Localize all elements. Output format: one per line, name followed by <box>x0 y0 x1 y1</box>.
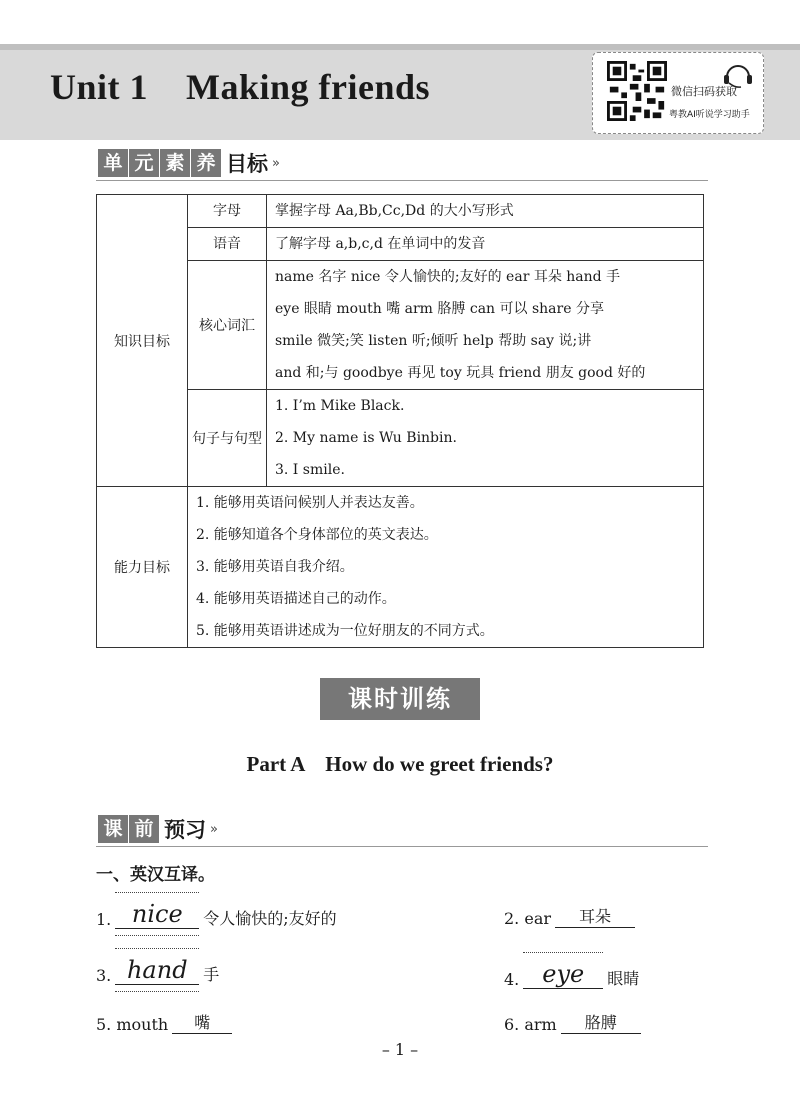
double-chevron-icon: » <box>272 155 280 171</box>
table-row <box>97 195 704 228</box>
part-title: Part A How do we greet friends? <box>246 752 554 776</box>
page-number: – 1 – <box>381 1040 419 1059</box>
section-rule <box>96 846 708 847</box>
answer-blank[interactable]: nice <box>115 900 199 929</box>
vocab-list <box>267 261 704 390</box>
question-title: 一、英汉互译。 <box>96 865 215 885</box>
sentence-line: 1. I’m Mike Black. <box>275 398 405 414</box>
ability-list <box>188 487 704 648</box>
section-heading-text: 目标 <box>226 152 268 176</box>
double-chevron-icon: » <box>210 821 218 837</box>
answer-blank[interactable]: hand <box>115 956 199 985</box>
exercise-item: 6. arm 胳膊 <box>504 1010 645 1034</box>
table-row <box>97 228 704 261</box>
tag-char: 养 <box>191 149 221 177</box>
ability-line: 5. 能够用英语讲述成为一位好朋友的不同方式。 <box>196 623 494 639</box>
section-rule <box>96 180 708 181</box>
table-row <box>97 261 704 390</box>
answer-blank[interactable]: 胳膊 <box>561 1010 641 1034</box>
sentence-line: 3. I smile. <box>275 462 345 478</box>
unit-title: Unit 1 Making friends <box>50 67 431 107</box>
answer-blank[interactable]: 耳朵 <box>555 904 635 928</box>
row-label: 语音 <box>188 228 267 261</box>
table-row <box>97 487 704 648</box>
section-heading-goals <box>98 148 280 178</box>
row-label: 核心词汇 <box>188 261 267 390</box>
tag-char: 前 <box>129 815 159 843</box>
goals-table <box>96 194 704 648</box>
tag-char: 单 <box>98 149 128 177</box>
header-banner-edge <box>0 44 800 50</box>
table-row <box>97 390 704 487</box>
knowledge-goal-label: 知识目标 <box>97 195 188 487</box>
row-content: 了解字母 a,b,c,d 在单词中的发音 <box>267 228 704 261</box>
training-label: 课时训练 <box>320 678 480 720</box>
exercise-item: 2. ear 耳朵 <box>504 904 639 928</box>
sentence-line: 2. My name is Wu Binbin. <box>275 430 457 446</box>
vocab-line: and 和;与 goodbye 再见 toy 玩具 friend 朋友 good 好的 <box>275 365 646 381</box>
qr-subcaption: 粤教AI听说学习助手 <box>669 110 750 120</box>
vocab-line: name 名字 nice 令人愉快的;友好的 ear 耳朵 hand 手 <box>275 269 621 285</box>
row-label: 句子与句型 <box>188 390 267 487</box>
row-content: 掌握字母 Aa,Bb,Cc,Dd 的大小写形式 <box>267 195 704 228</box>
section-heading-preview <box>98 814 218 844</box>
tag-char: 素 <box>160 149 190 177</box>
qr-code-box[interactable] <box>592 52 764 134</box>
vocab-line: eye 眼睛 mouth 嘴 arm 胳膊 can 可以 share 分享 <box>275 301 604 317</box>
exercise-item: 1. nice 令人愉快的;友好的 <box>96 900 337 929</box>
qr-code-icon[interactable] <box>607 61 667 121</box>
ability-line: 3. 能够用英语自我介绍。 <box>196 559 354 575</box>
exercise-item: 5. mouth 嘴 <box>96 1010 236 1034</box>
answer-blank[interactable]: 嘴 <box>172 1010 232 1034</box>
row-label: 字母 <box>188 195 267 228</box>
exercise-item: 4. eye 眼睛 <box>504 960 639 989</box>
ability-line: 2. 能够知道各个身体部位的英文表达。 <box>196 527 438 543</box>
ability-line: 1. 能够用英语问候别人并表达友善。 <box>196 495 424 511</box>
tag-char: 元 <box>129 149 159 177</box>
ability-goal-label: 能力目标 <box>97 487 188 648</box>
ability-line: 4. 能够用英语描述自己的动作。 <box>196 591 396 607</box>
tag-char: 课 <box>98 815 128 843</box>
exercise-item: 3. hand 手 <box>96 956 219 985</box>
section-heading-text: 预习 <box>164 818 206 842</box>
answer-blank[interactable]: eye <box>523 960 603 989</box>
vocab-line: smile 微笑;笑 listen 听;倾听 help 帮助 say 说;讲 <box>275 333 592 349</box>
qr-caption: 微信扫码获取 <box>671 85 737 98</box>
sentence-list <box>267 390 704 487</box>
